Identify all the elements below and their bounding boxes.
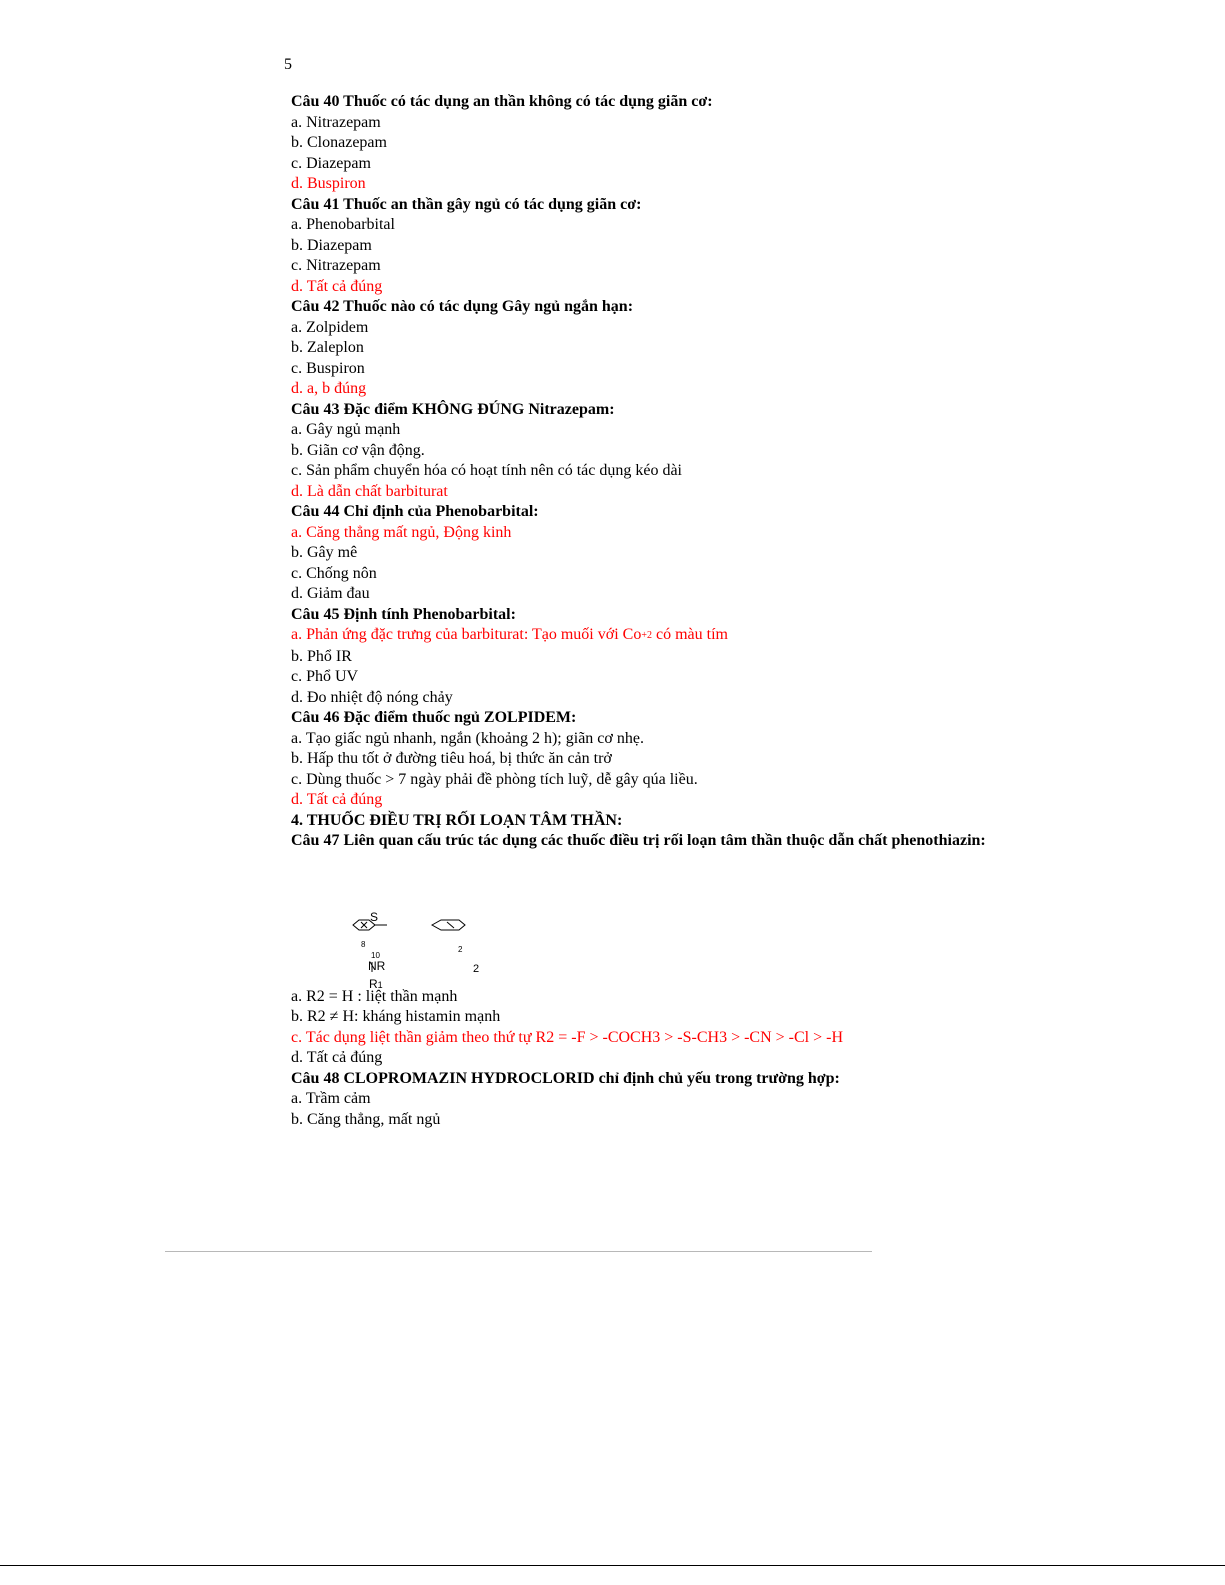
q45-option-a-text-end: có màu tím xyxy=(651,626,728,643)
page-number: 5 xyxy=(284,56,292,73)
q42-option-d-answer: d. a, b đúng xyxy=(291,380,367,397)
q45-option-a-answer xyxy=(291,625,991,647)
right-ring-inner xyxy=(447,922,454,928)
right-ring-shape xyxy=(432,920,465,930)
q41-option-d-answer: d. Tất cả đúng xyxy=(291,277,383,295)
q47-option-b: b. R2 ≠ H: kháng histamin mạnh xyxy=(291,1008,501,1025)
r1-letter: R xyxy=(369,976,378,991)
question-42-title: Câu 42 Thuốc nào có tác dụng Gây ngủ ngắn hạn: xyxy=(291,298,634,315)
q45-option-c: c. Phổ UV xyxy=(291,668,359,685)
position-2-label: 2 xyxy=(458,944,463,954)
r2-subscript-label: 2 xyxy=(473,962,480,975)
phenothiazine-structure xyxy=(291,852,591,991)
q41-option-a: a. Phenobarbital xyxy=(291,216,395,233)
question-47-title: Câu 47 Liên quan cấu trúc tác dụng các thuốc điều trị rối loạn tâm thần thuộc dẫn chất phenothiazin: xyxy=(291,832,986,849)
footer-divider xyxy=(165,1251,872,1252)
q46-option-b: b. Hấp thu tốt ở đường tiêu hoá, bị thức ăn cản trở xyxy=(291,750,612,767)
q42-option-b: b. Zaleplon xyxy=(291,339,364,356)
structure-drawing xyxy=(291,852,591,987)
q40-option-d-answer: d. Buspiron xyxy=(291,175,366,192)
question-48-title: Câu 48 CLOPROMAZIN HYDROCLORID chỉ định chủ yếu trong trường hợp: xyxy=(291,1069,840,1087)
question-43-title: Câu 43 Đặc điểm KHÔNG ĐÚNG Nitrazepam: xyxy=(291,400,615,418)
q47-option-a: a. R2 = H : liệt thần mạnh xyxy=(291,987,458,1005)
q45-option-a-superscript: +2 xyxy=(641,630,652,641)
document-body xyxy=(291,92,991,1130)
question-44-title: Câu 44 Chỉ định của Phenobarbital: xyxy=(291,503,539,520)
q42-option-c: c. Buspiron xyxy=(291,359,365,377)
position-10-label: 10 xyxy=(371,950,380,960)
nr-label: NR xyxy=(368,958,386,973)
q45-option-d: d. Đo nhiệt độ nóng chảy xyxy=(291,688,453,706)
q46-option-a: a. Tạo giấc ngủ nhanh, ngắn (khoảng 2 h); giãn cơ nhẹ. xyxy=(291,729,644,747)
q45-option-a-text: a. Phản ứng đặc trưng của barbiturat: Tạo muối với Co xyxy=(291,626,642,643)
sulfur-label: S xyxy=(370,909,379,924)
question-46-title: Câu 46 Đặc điểm thuốc ngủ ZOLPIDEM: xyxy=(291,709,577,726)
q40-option-b: b. Clonazepam xyxy=(291,134,387,151)
left-ring-inner xyxy=(361,922,367,928)
q43-option-c: c. Sản phẩm chuyển hóa có hoạt tính nên có tác dụng kéo dài xyxy=(291,462,682,479)
q43-option-b: b. Giãn cơ vận động. xyxy=(291,441,425,459)
q45-option-b: b. Phổ IR xyxy=(291,647,352,665)
q44-option-c: c. Chống nôn xyxy=(291,564,377,582)
q43-option-a: a. Gây ngủ mạnh xyxy=(291,421,401,438)
q46-option-d-answer: d. Tất cả đúng xyxy=(291,791,383,808)
q44-option-b: b. Gây mê xyxy=(291,544,358,561)
q47-option-d: d. Tất cả đúng xyxy=(291,1049,383,1066)
q43-option-d-answer: d. Là dẫn chất barbiturat xyxy=(291,482,448,500)
position-8-label: 8 xyxy=(361,939,366,949)
q40-option-a: a. Nitrazepam xyxy=(291,113,381,131)
r1-label xyxy=(369,974,383,996)
question-40-title: Câu 40 Thuốc có tác dụng an thần không có tác dụng giãn cơ: xyxy=(291,93,713,110)
q44-option-d: d. Giảm đau xyxy=(291,585,370,602)
question-41-title: Câu 41 Thuốc an thần gây ngủ có tác dụng giãn cơ: xyxy=(291,195,642,213)
page-bottom-border xyxy=(0,1565,1225,1566)
q42-option-a: a. Zolpidem xyxy=(291,318,369,336)
q46-option-c: c. Dùng thuốc > 7 ngày phải đề phòng tích luỹ, dễ gây qúa liều. xyxy=(291,770,698,788)
q47-option-c-answer: c. Tác dụng liệt thần giảm theo thứ tự R2 = -F > -COCH3 > -S-CH3 > -CN > -Cl > -H xyxy=(291,1028,844,1046)
q44-option-a-answer: a. Căng thẳng mất ngủ, Động kinh xyxy=(291,523,512,541)
q41-option-b: b. Diazepam xyxy=(291,236,372,254)
q40-option-c: c. Diazepam xyxy=(291,154,371,172)
q48-option-a: a. Trầm cảm xyxy=(291,1090,371,1107)
section-heading: 4. THUỐC ĐIỀU TRỊ RỐI LOẠN TÂM THẦN: xyxy=(291,811,623,829)
q48-option-b: b. Căng thẳng, mất ngủ xyxy=(291,1110,441,1128)
q41-option-c: c. Nitrazepam xyxy=(291,257,381,274)
r1-subscript: 1 xyxy=(377,979,383,990)
question-45-title: Câu 45 Định tính Phenobarbital: xyxy=(291,605,516,623)
